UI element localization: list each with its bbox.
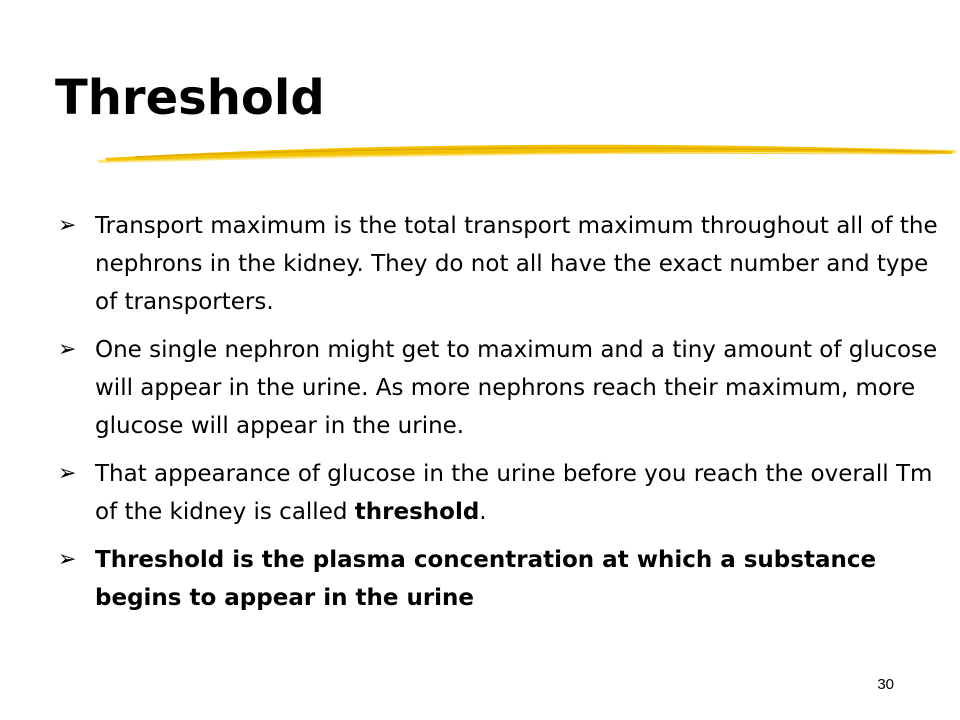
arrowhead-bullet-icon: ➢ [58,461,77,486]
bullet-item [58,207,938,321]
bullet-text: That appearance of glucose in the urine before you reach the overall Tm of the kidney is called [95,461,933,525]
title-underline-brushstroke [95,138,960,168]
arrowhead-bullet-icon: ➢ [58,213,77,238]
slide-title: Threshold [55,70,325,126]
bullet-text: One single nephron might get to maximum and a tiny amount of glucose will appear in the urine. As more nephrons reach their maximum, more glucose will appear in the urine. [95,337,938,439]
bullet-bold-term: threshold [354,499,480,525]
bullet-item [58,331,938,445]
bullet-bold-text: Threshold is the plasma concentration at which a substance begins to appear in the urine [95,547,877,611]
bullet-text-end: . [479,499,487,525]
bullet-item [58,455,938,531]
arrowhead-bullet-icon: ➢ [58,547,77,572]
page-number: 30 [877,676,894,693]
bullet-text: Transport maximum is the total transport maximum throughout all of the nephrons in the kidney. They do not all have the exact number and type of transporters. [95,213,938,315]
bullet-item [58,541,938,617]
bullet-list [58,207,938,627]
arrowhead-bullet-icon: ➢ [58,337,77,362]
